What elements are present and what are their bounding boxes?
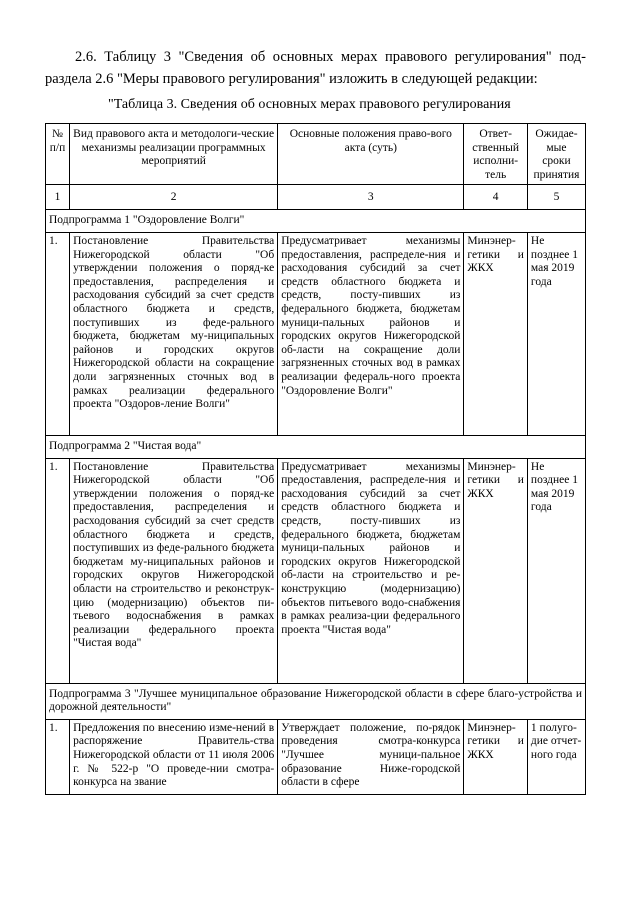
row-num: 1.: [46, 719, 70, 794]
table-caption: "Таблица 3. Сведения об основных мерах правового регулирования: [108, 97, 511, 112]
column-number: 3: [278, 185, 464, 210]
row-summary: Утверждает положение, по-рядок проведения смотра-конкурса "Лучшее муници-пальное образование Нижe-городской области в сфере: [278, 719, 464, 794]
section-title: Подпрограмма 2 "Чистая вода": [46, 435, 586, 458]
table-header-row: [46, 124, 586, 185]
column-number-row: [46, 185, 586, 210]
intro-line-1: 2.6. Таблицу 3 "Сведения об основных мерах правового регулирования" под-: [75, 49, 586, 65]
row-deadline: 1 полуго-дие отчет-ного года: [527, 719, 585, 794]
row-num: 1.: [46, 458, 70, 683]
row-act: Постановление Правительства Нижегородской области "Об утверждении положения о поряд-ке предоставления, распределения и расходования субсидий за счет средств областного бюджета и средств, поступивших из феде-рального бюджета, бюджетам му-ниципальных районов и городских округов Нижегородской области на сокращение доли загрязненных сточных вод в рамках реализации федерального проекта "Оздоров-ление Волги": [70, 232, 278, 435]
column-number: 4: [464, 185, 528, 210]
row-executor: Минэнер-гетики и ЖКХ: [464, 719, 528, 794]
row-executor: Минэнер-гетики и ЖКХ: [464, 458, 528, 683]
section-row-2: [46, 435, 586, 458]
row-deadline: Не позднее 1 мая 2019 года: [527, 232, 585, 435]
row-act: Предложения по внесению изме-нений в распоряжение Правитель-ства Нижегородской области от 11 июля 2006 г. № 522-р "О проведе-нии смотра-конкурса на звание: [70, 719, 278, 794]
row-executor: Минэнер-гетики и ЖКХ: [464, 232, 528, 435]
intro-line-2: раздела 2.6 "Меры правового регулирования" изложить в следующей редакции:: [45, 71, 538, 87]
header-act-type: Вид правового акта и методологи-ческие механизмы реализации программных мероприятий: [70, 124, 278, 185]
row-summary: Предусматривает механизмы предоставления, распределе-ния и расходования субсидий за счет средств областного бюджета и средств, посту-пивших из федерального бюджета, бюджетам муници-пальных районов и городских округов Нижегородской об-ласти на сокращение доли загрязненных сточных вод в рамках реализации федераль-ного проекта "Оздоровление Волги": [278, 232, 464, 435]
row-summary: Предусматривает механизмы предоставления, распределе-ния и расходования субсидий за счет средств областного бюджета и средств, посту-пивших из федерального бюджета, бюджетам муници-пальных районов и городских округов Нижегородской об-ласти на строительство и ре-конструкцию (модернизацию) объектов питьевого водо-снабжения в рамках реализа-ции федерального проекта "Чистая вода": [278, 458, 464, 683]
row-deadline: Не позднее 1 мая 2019 года: [527, 458, 585, 683]
table-row: [46, 232, 586, 435]
legal-measures-table: [45, 123, 586, 795]
section-row-1: [46, 210, 586, 233]
column-number: 2: [70, 185, 278, 210]
column-number: 5: [527, 185, 585, 210]
header-deadline: Ожидае-мые сроки принятия: [527, 124, 585, 185]
table-row: [46, 458, 586, 683]
section-title: Подпрограмма 3 "Лучшее муниципальное образование Нижегородской области в сфере благо-устройства и дорожной деятельности": [46, 683, 586, 719]
row-act: Постановление Правительства Нижегородской области "Об утверждении положения о поряд-ке предоставления, распределения и расходования субсидий за счет средств областного бюджета и средств, поступивших из феде-рального бюджета бюджетам му-ниципальных районов и городских округов Нижегородской области на строительство и реконструк-цию (модернизацию) объектов пи-тьевого водоснабжения в рамках реализации федерального проекта "Чистая вода": [70, 458, 278, 683]
section-row-3: [46, 683, 586, 719]
row-num: 1.: [46, 232, 70, 435]
column-number: 1: [46, 185, 70, 210]
header-num: № п/п: [46, 124, 70, 185]
header-summary: Основные положения право-вого акта (суть): [278, 124, 464, 185]
section-title: Подпрограмма 1 "Оздоровление Волги": [46, 210, 586, 233]
header-executor: Ответ-ственный исполни-тель: [464, 124, 528, 185]
table-row: [46, 719, 586, 794]
